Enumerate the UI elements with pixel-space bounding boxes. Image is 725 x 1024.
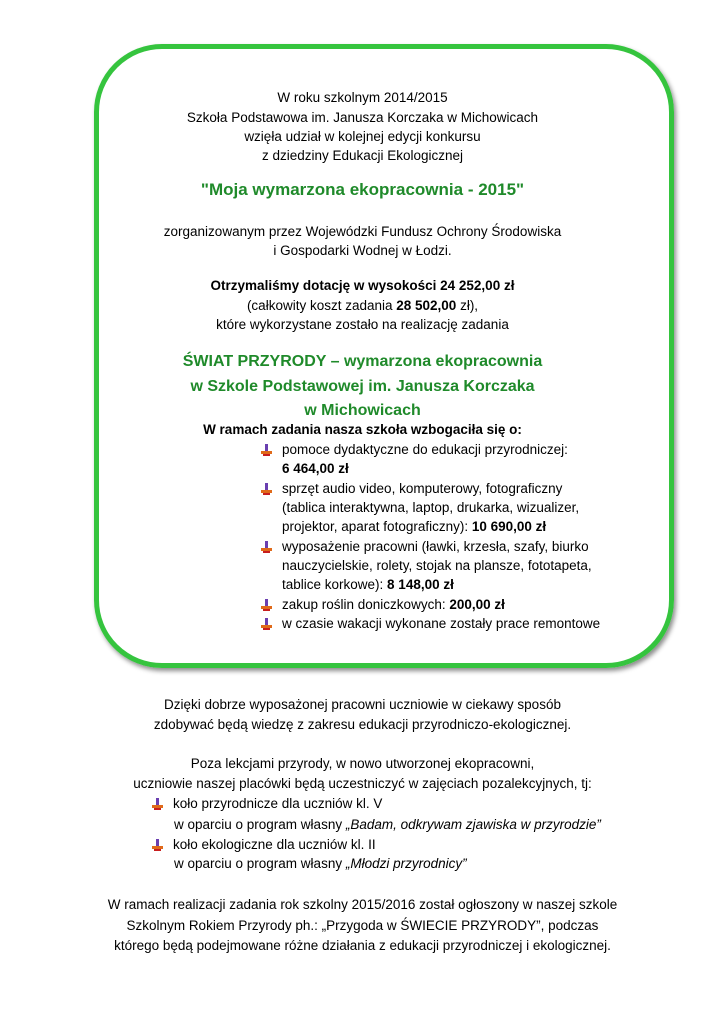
list-item: wyposażenie pracowni (ławki, krzesła, szafy, biurko [282,539,589,555]
intro-line: Szkoła Podstawowa im. Janusza Korczaka w Michowicach [186,110,539,125]
paragraph-line: Dzięki dobrze wyposażonej pracowni uczniowie w ciekawy sposób [164,697,561,712]
list-item-amount: 6 464,00 zł [282,461,349,476]
paragraph-line: Poza lekcjami przyrody, w nowo utworzonej ekopracowni, [190,756,535,771]
bullet-icon [151,797,165,811]
paragraph-line: uczniowie naszej placówki będą uczestniczyć w zajęciach pozalekcyjnych, tj: [133,776,592,791]
bullet-icon [151,838,165,852]
list-item: zakup roślin doniczkowych: 200,00 zł [282,597,505,613]
bullet-icon [260,482,274,496]
club-program-line: w oparciu o program własny „Młodzi przyrodnicy” [174,856,467,871]
list-item: sprzęt audio video, komputerowy, fotograficzny [282,481,562,497]
intro-line: z dziedziny Edukacji Ekologicznej [261,148,464,163]
organizer-line: zorganizowanym przez Wojewódzki Fundusz Ochrony Środowiska [163,224,562,239]
bullet-icon [260,617,274,631]
club-program-line: w oparciu o program własny „Badam, odkrywam zjawiska w przyrodzie” [174,817,601,832]
enriched-heading: W ramach zadania nasza szkoła wzbogaciła się o: [203,422,522,437]
grant-amount-line: Otrzymaliśmy dotację w wysokości 24 252,00 zł [210,278,515,293]
project-title-line: w Szkole Podstawowej im. Janusza Korczaka [190,378,535,395]
paragraph-line: którego będą podejmowane różne działania z edukacji przyrodniczej i ekologicznej. [114,938,611,953]
grant-usage-line: które wykorzystane zostało na realizację zadania [216,317,509,332]
bullet-icon [260,598,274,612]
bullet-icon [260,540,274,554]
paragraph-line: Szkolnym Rokiem Przyrody ph.: „Przygoda w ŚWIECIE PRZYRODY”, podczas [126,918,599,933]
list-item-line: tablice korkowe): 8 148,00 zł [282,577,454,592]
list-item: pomoce dydaktyczne do edukacji przyrodniczej: [282,442,568,458]
contest-title: "Moja wymarzona ekopracownia - 2015" [200,180,525,199]
project-title-line: w Michowicach [304,402,421,419]
club-item: koło ekologiczne dla uczniów kl. II [173,837,376,853]
list-item: w czasie wakacji wykonane zostały prace remontowe [282,616,600,632]
intro-line: W roku szkolnym 2014/2015 [277,90,448,105]
project-title-line: ŚWIAT PRZYRODY – wymarzona ekopracownia [182,353,543,370]
list-item-line: (tablica interaktywna, laptop, drukarka, wizualizer, [282,500,580,515]
list-item-line: nauczycielskie, rolety, stojak na plansze, fototapeta, [282,558,592,573]
total-cost-line: (całkowity koszt zadania 28 502,00 zł), [246,298,479,313]
organizer-line: i Gospodarki Wodnej w Łodzi. [273,243,452,258]
paragraph-line: W ramach realizacji zadania rok szkolny 2015/2016 został ogłoszony w naszej szkole [107,897,618,912]
intro-line: wzięła udział w kolejnej edycji konkursu [244,129,481,144]
club-item: koło przyrodnicze dla uczniów kl. V [173,796,382,812]
paragraph-line: zdobywać będą wiedzę z zakresu edukacji przyrodniczo-ekologicznej. [153,717,572,732]
bullet-icon [260,443,274,457]
list-item-line: projektor, aparat fotograficzny): 10 690,00 zł [282,519,547,534]
